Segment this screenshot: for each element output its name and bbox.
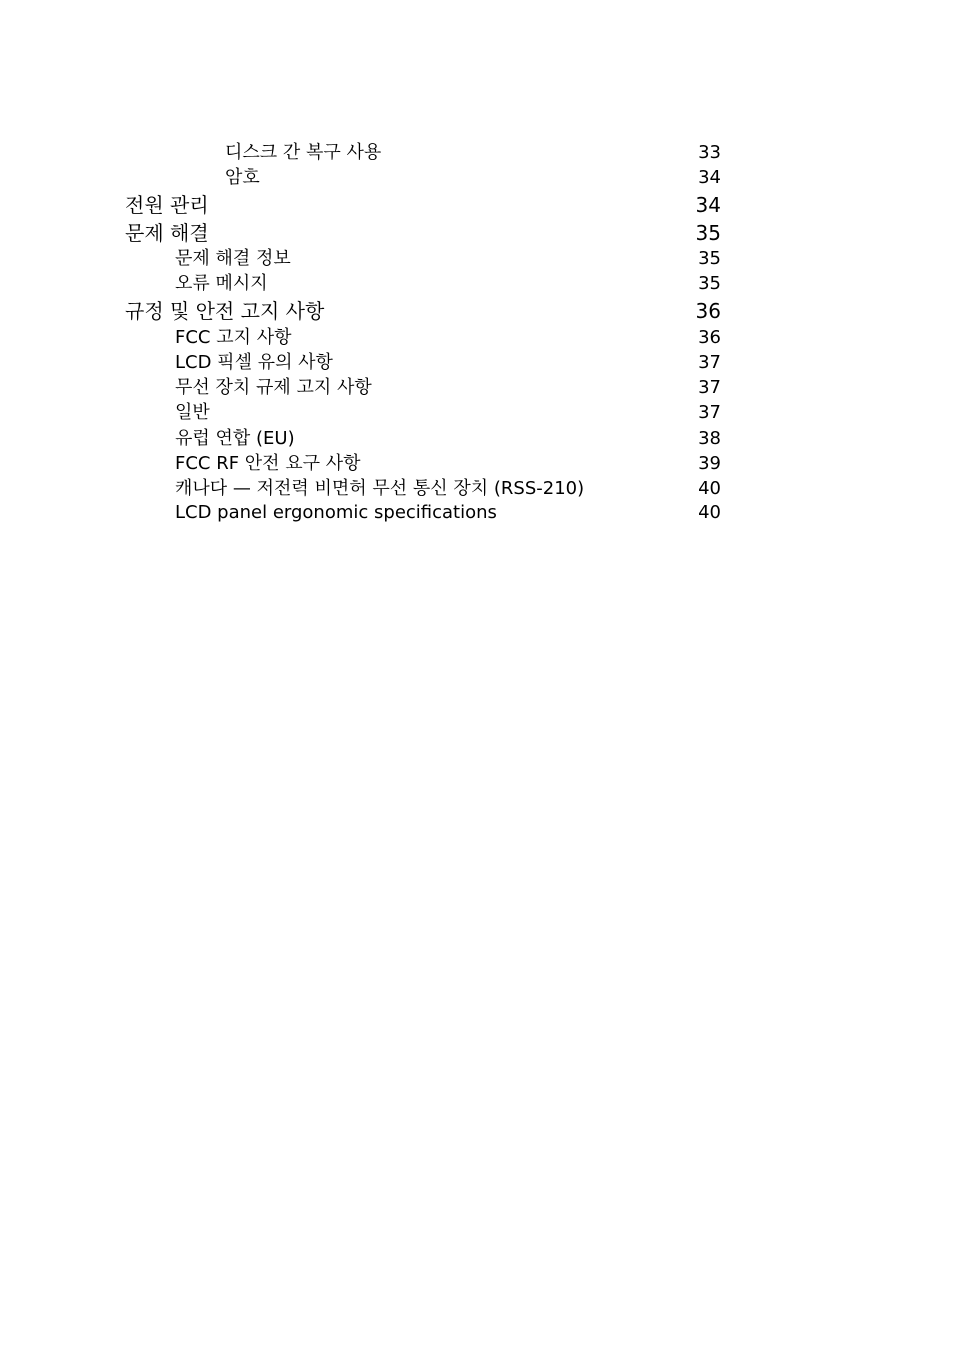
toc-entry-page: 39: [698, 453, 721, 474]
toc-section[interactable]: [0, 192, 954, 218]
toc-entry-title: 암호: [225, 167, 260, 188]
toc-entry-title: 문제 해결 정보: [175, 248, 291, 269]
toc-entry-title: LCD panel ergonomic specifications: [175, 502, 497, 523]
toc-section-page: 36: [695, 299, 721, 323]
toc-entry-title: FCC 고지 사항: [175, 327, 292, 348]
toc-entry-title: 캐나다 — 저전력 비면허 무선 통신 장치 (RSS-210): [175, 478, 585, 499]
toc-section[interactable]: [0, 298, 954, 324]
toc-entry-page: 37: [698, 377, 721, 398]
toc-entry[interactable]: [0, 451, 954, 477]
toc-entry-page: 40: [698, 478, 721, 499]
toc-section[interactable]: [0, 220, 954, 246]
toc-section-page: 35: [695, 221, 721, 245]
toc-entry[interactable]: [0, 271, 954, 297]
toc-entry[interactable]: [0, 350, 954, 376]
toc-entry-title: 유럽 연합 (EU): [175, 428, 295, 449]
toc-entry[interactable]: [0, 426, 954, 452]
toc-entry[interactable]: [0, 375, 954, 401]
toc-entry-page: 37: [698, 402, 721, 423]
toc-entry-page: 33: [698, 142, 721, 163]
toc-section-page: 34: [695, 193, 721, 217]
toc-entry[interactable]: [0, 140, 954, 166]
toc-entry-page: 38: [698, 428, 721, 449]
toc-section-title: 전원 관리: [125, 193, 209, 217]
toc-entry[interactable]: [0, 165, 954, 191]
toc-entry-title: 디스크 간 복구 사용: [225, 142, 382, 163]
toc-entry[interactable]: [0, 476, 954, 502]
toc-entry-page: 34: [698, 167, 721, 188]
toc-entry-page: 36: [698, 327, 721, 348]
toc-entry-title: FCC RF 안전 요구 사항: [175, 453, 361, 474]
toc-entry-page: 40: [698, 502, 721, 523]
toc-entry-title: 일반: [175, 402, 210, 423]
toc-entry[interactable]: [0, 325, 954, 351]
toc-section-title: 규정 및 안전 고지 사항: [125, 299, 325, 323]
toc-entry[interactable]: [0, 500, 954, 526]
toc-entry-page: 35: [698, 248, 721, 269]
toc-entry[interactable]: [0, 246, 954, 272]
toc-entry[interactable]: [0, 400, 954, 426]
toc-entry-title: LCD 픽셀 유의 사항: [175, 352, 333, 373]
toc-entry-title: 무선 장치 규제 고지 사항: [175, 377, 372, 398]
toc-entry-page: 37: [698, 352, 721, 373]
toc-section-title: 문제 해결: [125, 221, 209, 245]
toc-entry-title: 오류 메시지: [175, 273, 268, 294]
toc-entry-page: 35: [698, 273, 721, 294]
